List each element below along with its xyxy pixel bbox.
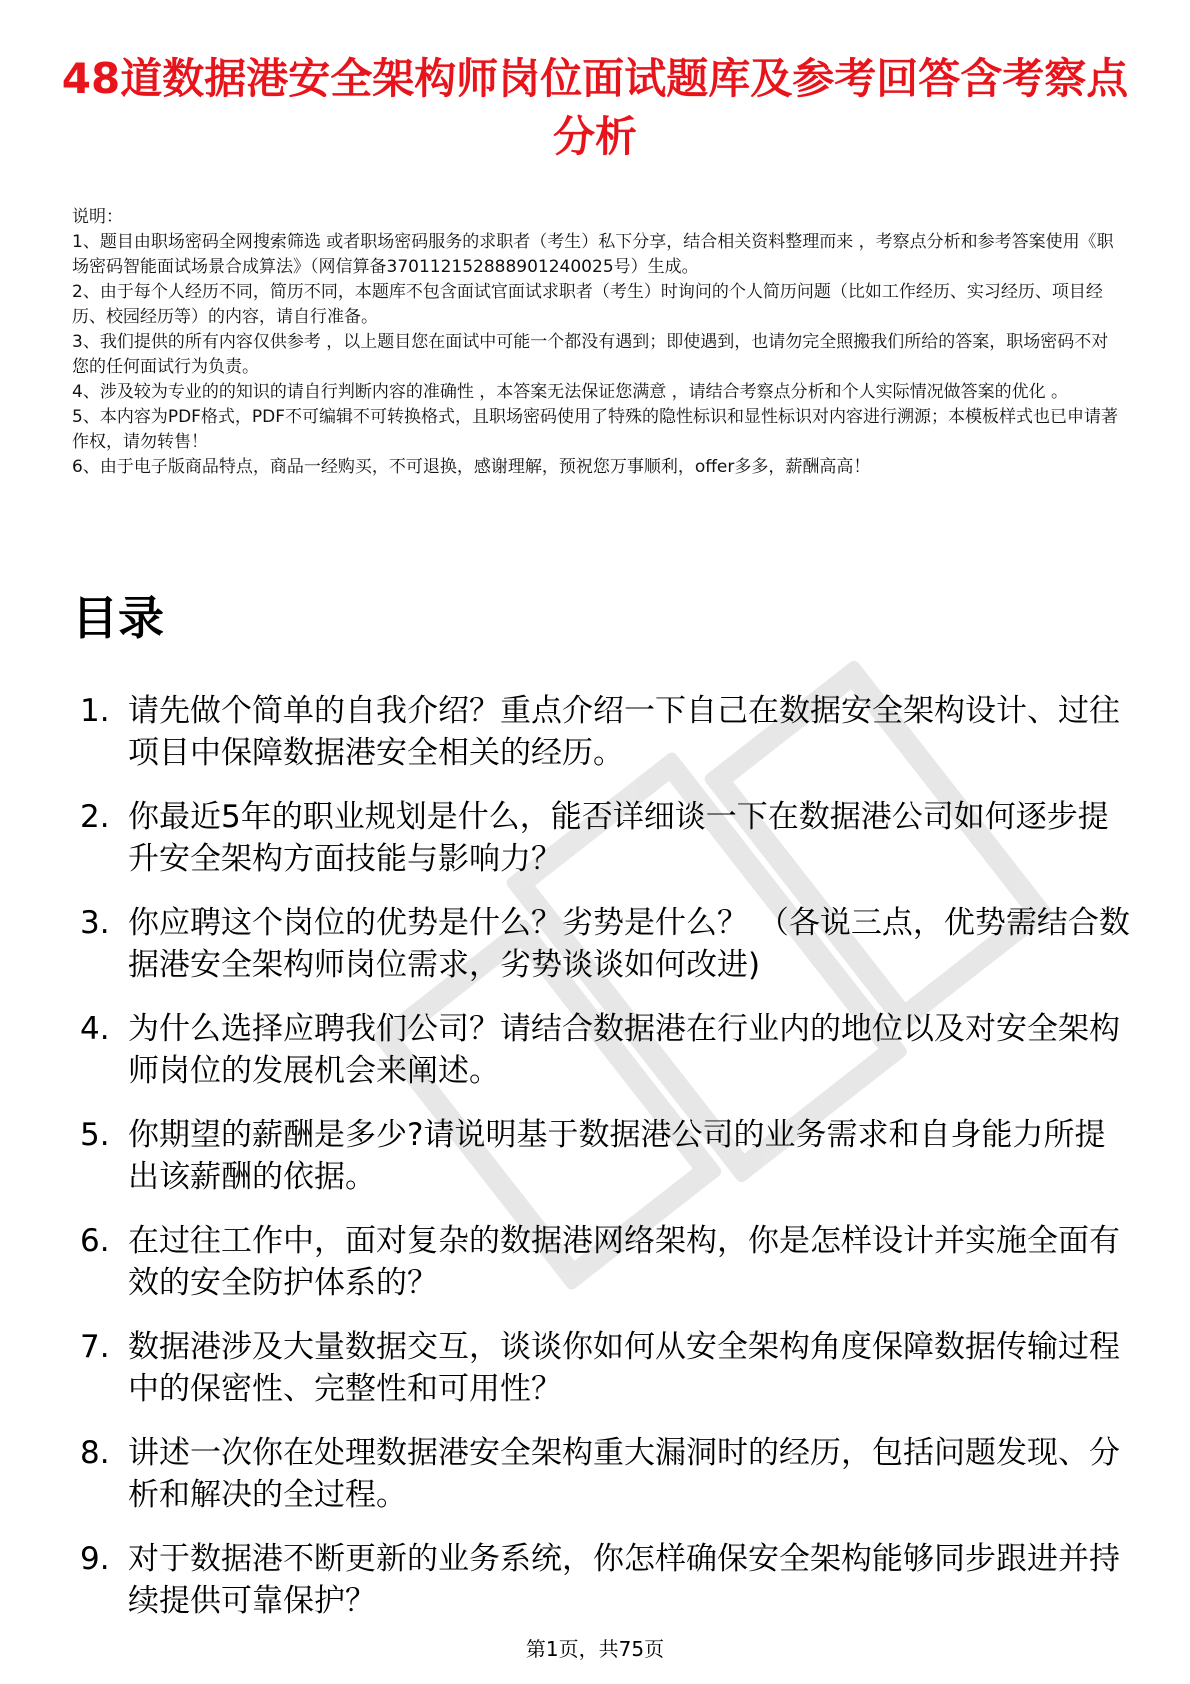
toc-item[interactable] <box>72 1220 1132 1304</box>
toc-item[interactable] <box>72 902 1132 986</box>
toc-item-text: 请先做个简单的自我介绍？重点介绍一下自己在数据安全架构设计、过往项目中保障数据港安全相关的经历。 <box>128 693 1120 771</box>
toc-heading: 目录 <box>72 591 164 645</box>
note-item: 2、由于每个人经历不同，简历不同，本题库不包含面试官面试求职者（考生）时询问的个人简历问题（比如工作经历、实习经历、项目经历、校园经历等）的内容，请自行准备。 <box>72 282 1103 327</box>
toc-item-number: 1. <box>80 693 110 729</box>
toc-list <box>72 690 1132 1644</box>
toc-item-number: 9. <box>80 1541 110 1577</box>
toc-item[interactable] <box>72 1432 1132 1516</box>
page-footer: 第1页，共75页 <box>525 1637 665 1661</box>
toc-item-number: 4. <box>80 1011 110 1047</box>
toc-item[interactable] <box>72 1114 1132 1198</box>
note-item: 5、本内容为PDF格式，PDF不可编辑不可转换格式，且职场密码使用了特殊的隐性标识和显性标识对内容进行溯源；本模板样式也已申请著作权，请勿转售！ <box>72 407 1119 452</box>
toc-item-text: 为什么选择应聘我们公司？请结合数据港在行业内的地位以及对安全架构师岗位的发展机会来阐述。 <box>128 1011 1120 1089</box>
toc-item-number: 8. <box>80 1435 110 1471</box>
toc-item-text: 你最近5年的职业规划是什么，能否详细谈一下在数据港公司如何逐步提升安全架构方面技能与影响力？ <box>128 799 1109 877</box>
toc-item-number: 7. <box>80 1329 110 1365</box>
toc-item-number: 6. <box>80 1223 110 1259</box>
toc-item-text: 对于数据港不断更新的业务系统，你怎样确保安全架构能够同步跟进并持续提供可靠保护？ <box>128 1541 1120 1619</box>
toc-item-text: 在过往工作中，面对复杂的数据港网络架构，你是怎样设计并实施全面有效的安全防护体系的？ <box>128 1223 1120 1301</box>
notes-section <box>72 205 1122 480</box>
note-item: 4、涉及较为专业的的知识的请自行判断内容的准确性 ，本答案无法保证您满意 ，请结合考察点分析和个人实际情况做答案的优化 。 <box>72 382 1069 402</box>
document-title: 48道数据港安全架构师岗位面试题库及参考回答含考察点分析 <box>61 54 1129 161</box>
note-item: 1、题目由职场密码全网搜索筛选 或者职场密码服务的求职者（考生）私下分享，结合相关资料整理而来 ，考察点分析和参考答案使用《职场密码智能面试场景合成算法》（网信算备370112152888901240025号）生成。 <box>72 232 1114 277</box>
toc-item-text: 数据港涉及大量数据交互，谈谈你如何从安全架构角度保障数据传输过程中的保密性、完整性和可用性？ <box>128 1329 1120 1407</box>
toc-item-text: 你应聘这个岗位的优势是什么？劣势是什么？ （各说三点，优势需结合数据港安全架构师岗位需求，劣势谈谈如何改进) <box>128 905 1130 983</box>
toc-item-number: 3. <box>80 905 110 941</box>
note-item: 3、我们提供的所有内容仅供参考 ，以上题目您在面试中可能一个都没有遇到；即使遇到，也请勿完全照搬我们所给的答案，职场密码不对您的任何面试行为负责。 <box>72 332 1109 377</box>
toc-item-text: 讲述一次你在处理数据港安全架构重大漏洞时的经历，包括问题发现、分析和解决的全过程。 <box>128 1435 1120 1513</box>
toc-item[interactable] <box>72 1326 1132 1410</box>
notes-heading: 说明： <box>72 207 123 227</box>
toc-item[interactable] <box>72 1008 1132 1092</box>
toc-item-text: 你期望的薪酬是多少?请说明基于数据港公司的业务需求和自身能力所提出该薪酬的依据。 <box>128 1117 1106 1195</box>
toc-item[interactable] <box>72 690 1132 774</box>
toc-item[interactable] <box>72 796 1132 880</box>
note-item: 6、由于电子版商品特点，商品一经购买，不可退换，感谢理解，预祝您万事顺利，offer多多，薪酬高高！ <box>72 457 871 477</box>
toc-item[interactable] <box>72 1538 1132 1622</box>
toc-item-number: 5. <box>80 1117 110 1153</box>
toc-item-number: 2. <box>80 799 110 835</box>
